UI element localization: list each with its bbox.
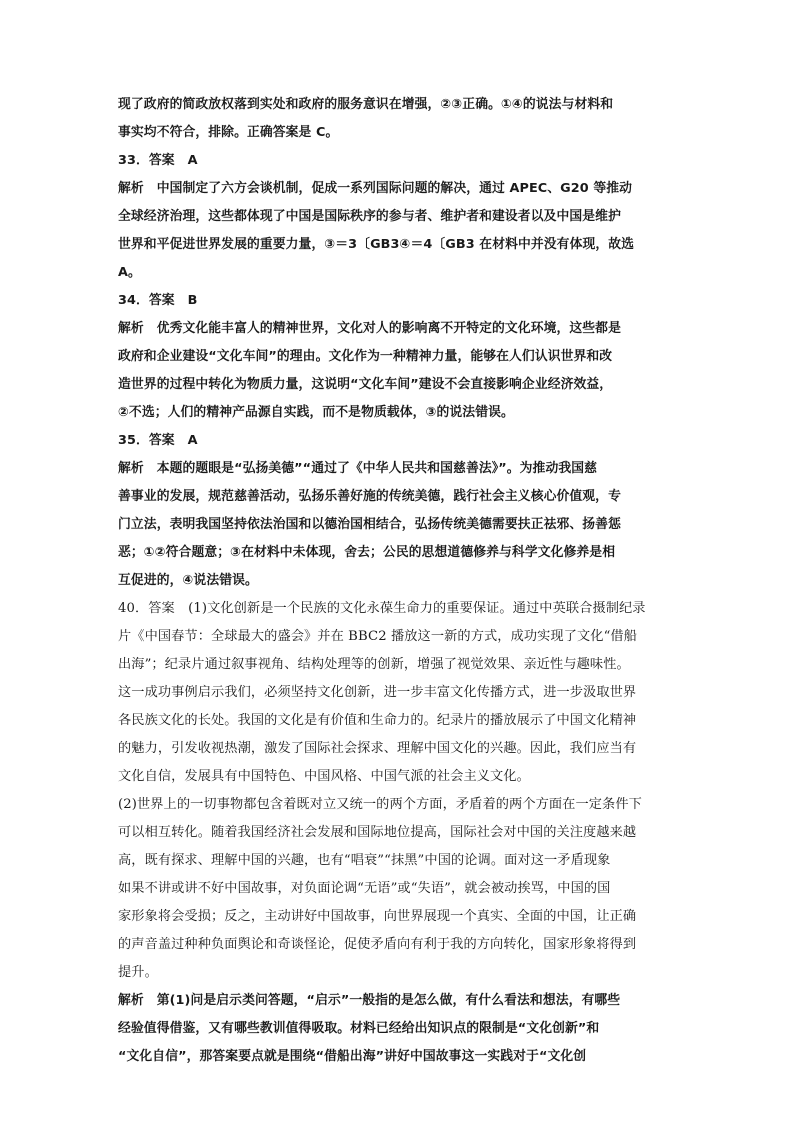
text-line: 互促进的，④说法错误。 xyxy=(118,573,258,588)
text-line: 文化自信，发展具有中国特色、中国风格、中国气派的社会主义文化。 xyxy=(118,769,530,784)
text-line: 的声音盖过种种负面舆论和奇谈怪论，促使矛盾向有利于我的方向转化，国家形象将得到 xyxy=(118,937,637,952)
text-line: 造世界的过程中转化为物质力量，这说明“文化车间”建设不会直接影响企业经济效益， xyxy=(118,377,613,392)
text-line: 解析 中国制定了六方会谈机制，促成一系列国际问题的解决，通过 APEC、G20 等推动 xyxy=(118,181,633,196)
answer-text-body xyxy=(118,91,688,1071)
text-line: 门立法，表明我国坚持依法治国和以德治国相结合，弘扬传统美德需要扶正祛邪、扬善惩 xyxy=(118,517,621,532)
text-line: (2)世界上的一切事物都包含着既对立又统一的两个方面，矛盾着的两个方面在一定条件下 xyxy=(118,797,642,812)
text-line: 解析 优秀文化能丰富人的精神世界，文化对人的影响离不开特定的文化环境，这些都是 xyxy=(118,321,621,336)
text-line: A。 xyxy=(118,265,141,280)
text-line: ②不选；人们的精神产品源自实践，而不是物质载体，③的说法错误。 xyxy=(118,405,514,420)
text-line: 解析 本题的题眼是“弘扬美德”“通过了《中华人民共和国慈善法》”。为推动我国慈 xyxy=(118,461,598,476)
text-line: “文化自信”，那答案要点就是围绕“借船出海”讲好中国故事这一实践对于“文化创 xyxy=(118,1049,587,1064)
text-line: 全球经济治理，这些都体现了中国是国际秩序的参与者、维护者和建设者以及中国是维护 xyxy=(118,209,621,224)
text-line: 可以相互转化。随着我国经济社会发展和国际地位提高，国际社会对中国的关注度越来越 xyxy=(118,825,637,840)
text-line: 如果不讲或讲不好中国故事，对负面论调“无语”或“失语”，就会被动挨骂，中国的国 xyxy=(118,881,611,896)
text-line: 提升。 xyxy=(118,965,158,980)
text-line: 34．答案 B xyxy=(118,293,198,308)
text-line: 40．答案 (1)文化创新是一个民族的文化永葆生命力的重要保证。通过中英联合摄制纪录 xyxy=(118,601,646,616)
text-line: 家形象将会受损；反之，主动讲好中国故事，向世界展现一个真实、全面的中国，让正确 xyxy=(118,909,637,924)
text-line: 世界和平促进世界发展的重要力量，③＝3〔GB3④＝4〔GB3 在材料中并没有体现，故选 xyxy=(118,237,635,252)
text-line: 各民族文化的长处。我国的文化是有价值和生命力的。纪录片的播放展示了中国文化精神 xyxy=(118,713,637,728)
text-line: 恶；①②符合题意；③在材料中未体现，舍去；公民的思想道德修养与科学文化修养是相 xyxy=(118,545,616,560)
text-line: 善事业的发展，规范慈善活动，弘扬乐善好施的传统美德，践行社会主义核心价值观，专 xyxy=(118,489,621,504)
text-line: 片《中国春节：全球最大的盛会》并在 BBC2 播放这一新的方式，成功实现了文化“借船 xyxy=(118,629,637,644)
text-line: 高，既有探求、理解中国的兴趣，也有“唱衰”“抹黑”中国的论调。面对这一矛盾现象 xyxy=(118,853,611,868)
text-line: 事实均不符合，排除。正确答案是 C。 xyxy=(118,125,339,140)
text-line: 35．答案 A xyxy=(118,433,198,448)
text-line: 现了政府的简政放权落到实处和政府的服务意识在增强，②③正确。①④的说法与材料和 xyxy=(118,97,614,112)
text-line: 出海”；纪录片通过叙事视角、结构处理等的创新，增强了视觉效果、亲近性与趣味性。 xyxy=(118,657,630,672)
text-line: 解析 第(1)问是启示类问答题，“启示”一般指的是怎么做，有什么看法和想法，有哪些 xyxy=(118,993,621,1008)
text-line: 33．答案 A xyxy=(118,153,198,168)
text-line: 政府和企业建设“文化车间”的理由。文化作为一种精神力量，能够在人们认识世界和改 xyxy=(118,349,613,364)
text-line: 的魅力，引发收视热潮，激发了国际社会探求、理解中国文化的兴趣。因此，我们应当有 xyxy=(118,741,637,756)
text-line: 这一成功事例启示我们，必须坚持文化创新，进一步丰富文化传播方式，进一步汲取世界 xyxy=(118,685,637,700)
text-line: 经验值得借鉴，又有哪些教训值得吸取。材料已经给出知识点的限制是“文化创新”和 xyxy=(118,1021,600,1036)
